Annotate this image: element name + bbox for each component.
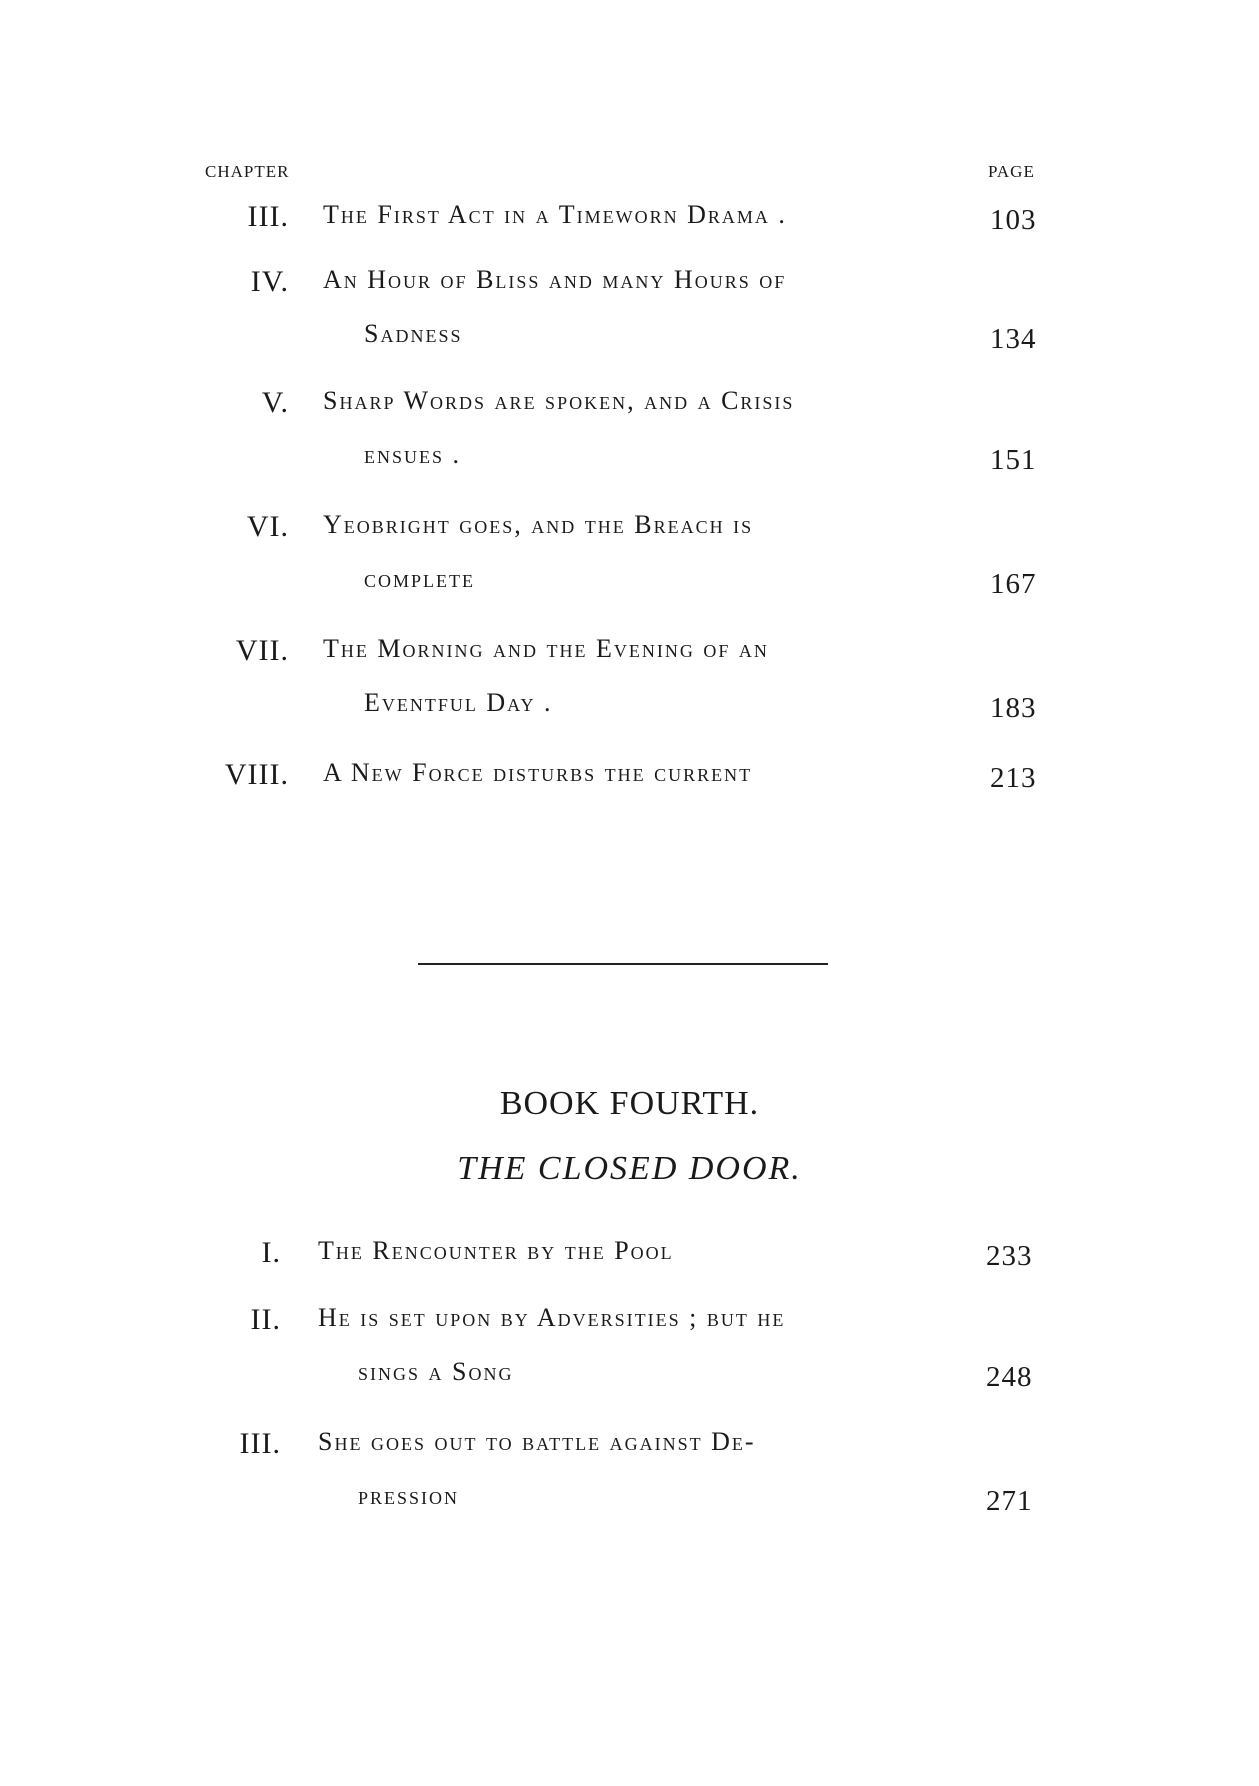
chapter-column-header: CHAPTER [205, 162, 290, 181]
chapter-title-continued: sings a Song [358, 1357, 514, 1386]
page-number: 103 [990, 204, 1037, 236]
toc-entry-book4-i [0, 1236, 1259, 1296]
chapter-title-continued: Eventful Day . [364, 688, 553, 717]
toc-entry-book4-iii [0, 1427, 1259, 1541]
chapter-title: The Morning and the Evening of an [323, 634, 769, 663]
chapter-title: An Hour of Bliss and many Hours of [323, 265, 787, 294]
toc-entry-book4-ii [0, 1303, 1259, 1417]
page-number: 248 [986, 1361, 1033, 1393]
chapter-title-continued: complete [364, 564, 476, 593]
chapter-title: She goes out to battle against De- [318, 1427, 756, 1456]
chapter-title: The First Act in a Timeworn Drama . [323, 200, 787, 229]
chapter-title: Yeobright goes, and the Breach is [323, 510, 754, 539]
chapter-title: The Rencounter by the Pool [318, 1236, 674, 1265]
chapter-title: Sharp Words are spoken, and a Crisis [323, 386, 795, 415]
page-number: 233 [986, 1240, 1033, 1272]
section-divider [418, 963, 828, 965]
toc-entry-viii [0, 758, 1259, 818]
toc-entry-vi [0, 510, 1259, 624]
chapter-number: V. [261, 386, 289, 419]
chapter-number: II. [250, 1303, 281, 1336]
chapter-title-continued: pression [358, 1481, 460, 1510]
chapter-number: I. [261, 1236, 281, 1269]
page-number: 134 [990, 323, 1037, 355]
chapter-number: VIII. [224, 758, 289, 791]
chapter-title-continued: Sadness [364, 319, 463, 348]
chapter-title: He is set upon by Adversities ; but he [318, 1303, 786, 1332]
page-number: 151 [990, 444, 1037, 476]
chapter-title-continued: ensues . [364, 440, 462, 469]
page-number: 213 [990, 762, 1037, 794]
chapter-number: VII. [235, 634, 289, 667]
chapter-title: A New Force disturbs the current [323, 758, 753, 787]
toc-entry-iii [0, 200, 1259, 260]
chapter-number: IV. [250, 265, 289, 298]
chapter-number: III. [239, 1427, 281, 1460]
toc-entry-vii [0, 634, 1259, 748]
chapter-number: III. [247, 200, 289, 233]
page-number: 271 [986, 1485, 1033, 1517]
toc-entry-iv [0, 265, 1259, 379]
page-number: 167 [990, 568, 1037, 600]
page-column-header: PAGE [988, 162, 1035, 181]
book-subtitle: THE CLOSED DOOR. [457, 1150, 802, 1187]
book-title: BOOK FOURTH. [499, 1085, 760, 1122]
chapter-number: VI. [246, 510, 289, 543]
page-number: 183 [990, 692, 1037, 724]
toc-entry-v [0, 386, 1259, 500]
